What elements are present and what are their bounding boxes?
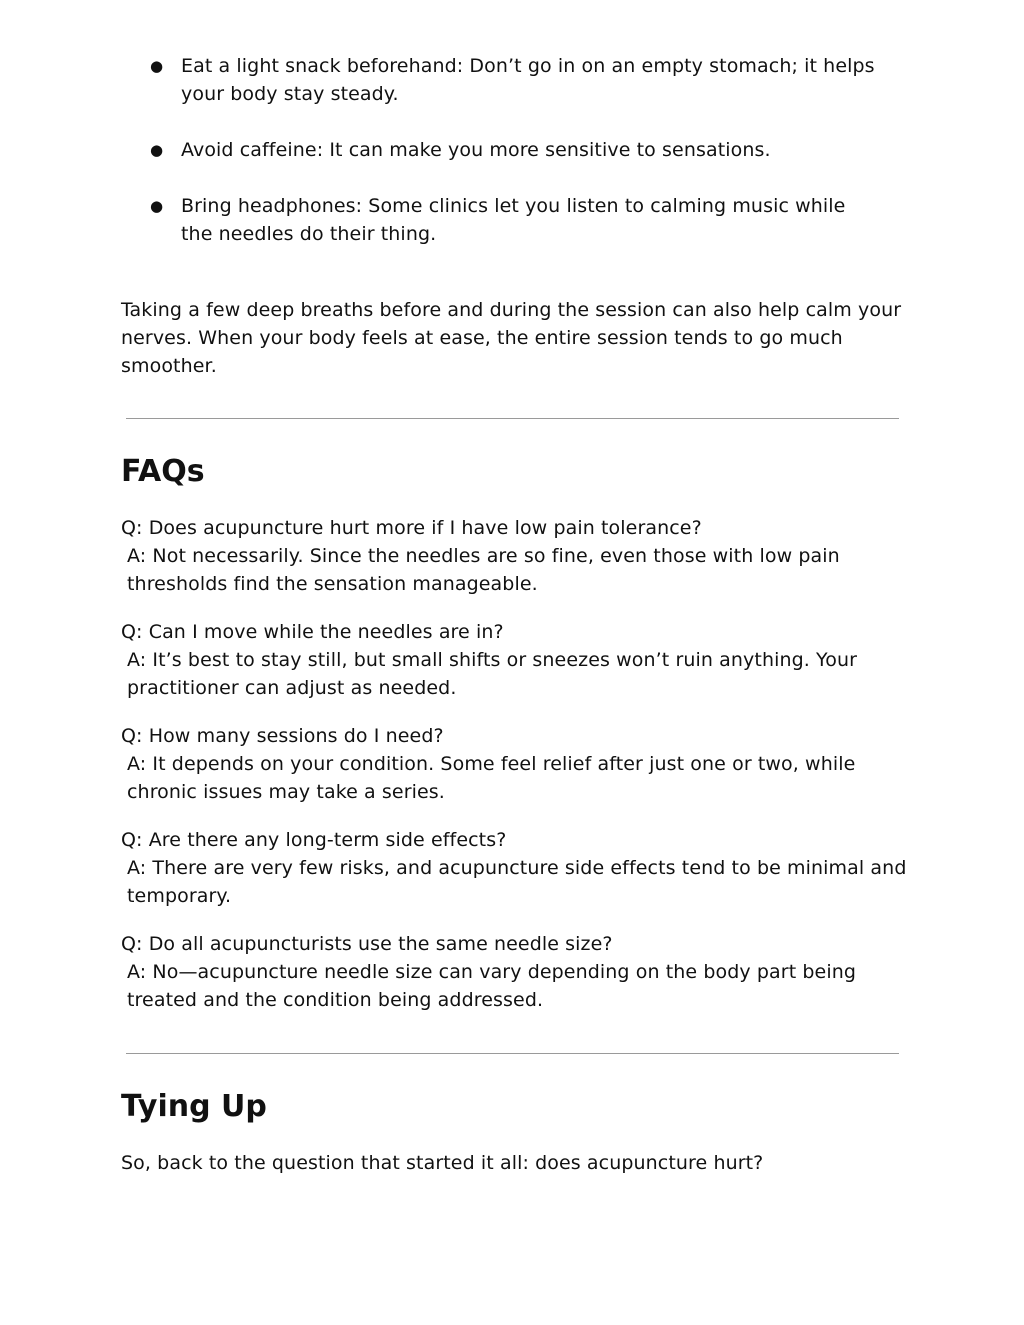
faq-answer: A: No—acupuncture needle size can vary depending on the body part being treated and the condition being addressed. [127,961,857,1011]
faq-item [121,930,916,1014]
faq-answer: A: It depends on your condition. Some feel relief after just one or two, while chronic issues may take a series. [127,753,856,803]
faq-item [121,722,916,806]
faq-answer: A: There are very few risks, and acupuncture side effects tend to be minimal and temporary. [127,857,907,907]
list-item [0,136,881,164]
section-divider [126,1053,899,1054]
faqs-heading: FAQs [121,454,205,489]
faq-question: Q: Are there any long-term side effects? [121,829,507,851]
faq-question: Q: Do all acupuncturists use the same needle size? [121,933,613,955]
section-divider [126,418,899,419]
faq-answer: A: Not necessarily. Since the needles are so fine, even those with low pain thresholds find the sensation manageable. [127,545,840,595]
tip-text: Eat a light snack beforehand: Don’t go in on an empty stomach; it helps your body stay steady. [181,55,875,105]
faq-question: Q: Can I move while the needles are in? [121,621,504,643]
faq-question: Q: Does acupuncture hurt more if I have low pain tolerance? [121,517,702,539]
faq-item [121,826,916,910]
bullet-icon: ● [150,141,164,159]
tip-text: Bring headphones: Some clinics let you listen to calming music while the needles do their thing. [181,195,846,245]
bullet-icon: ● [150,197,164,215]
faq-question: Q: How many sessions do I need? [121,725,444,747]
conclusion-intro: So, back to the question that started it all: does acupuncture hurt? [121,1152,764,1174]
breathing-paragraph: Taking a few deep breaths before and during the session can also help calm your nerves. When your body feels at ease, the entire session tends to go much smoother. [121,299,902,377]
faq-item [121,618,916,702]
faq-answer: A: It’s best to stay still, but small shifts or sneezes won’t ruin anything. Your practitioner can adjust as needed. [127,649,858,699]
bullet-icon: ● [150,57,164,75]
faq-item [121,514,916,598]
tip-text: Avoid caffeine: It can make you more sensitive to sensations. [181,139,771,161]
list-item [0,52,881,108]
list-item [0,192,881,248]
conclusion-heading: Tying Up [121,1089,267,1124]
tips-list [0,52,1024,276]
